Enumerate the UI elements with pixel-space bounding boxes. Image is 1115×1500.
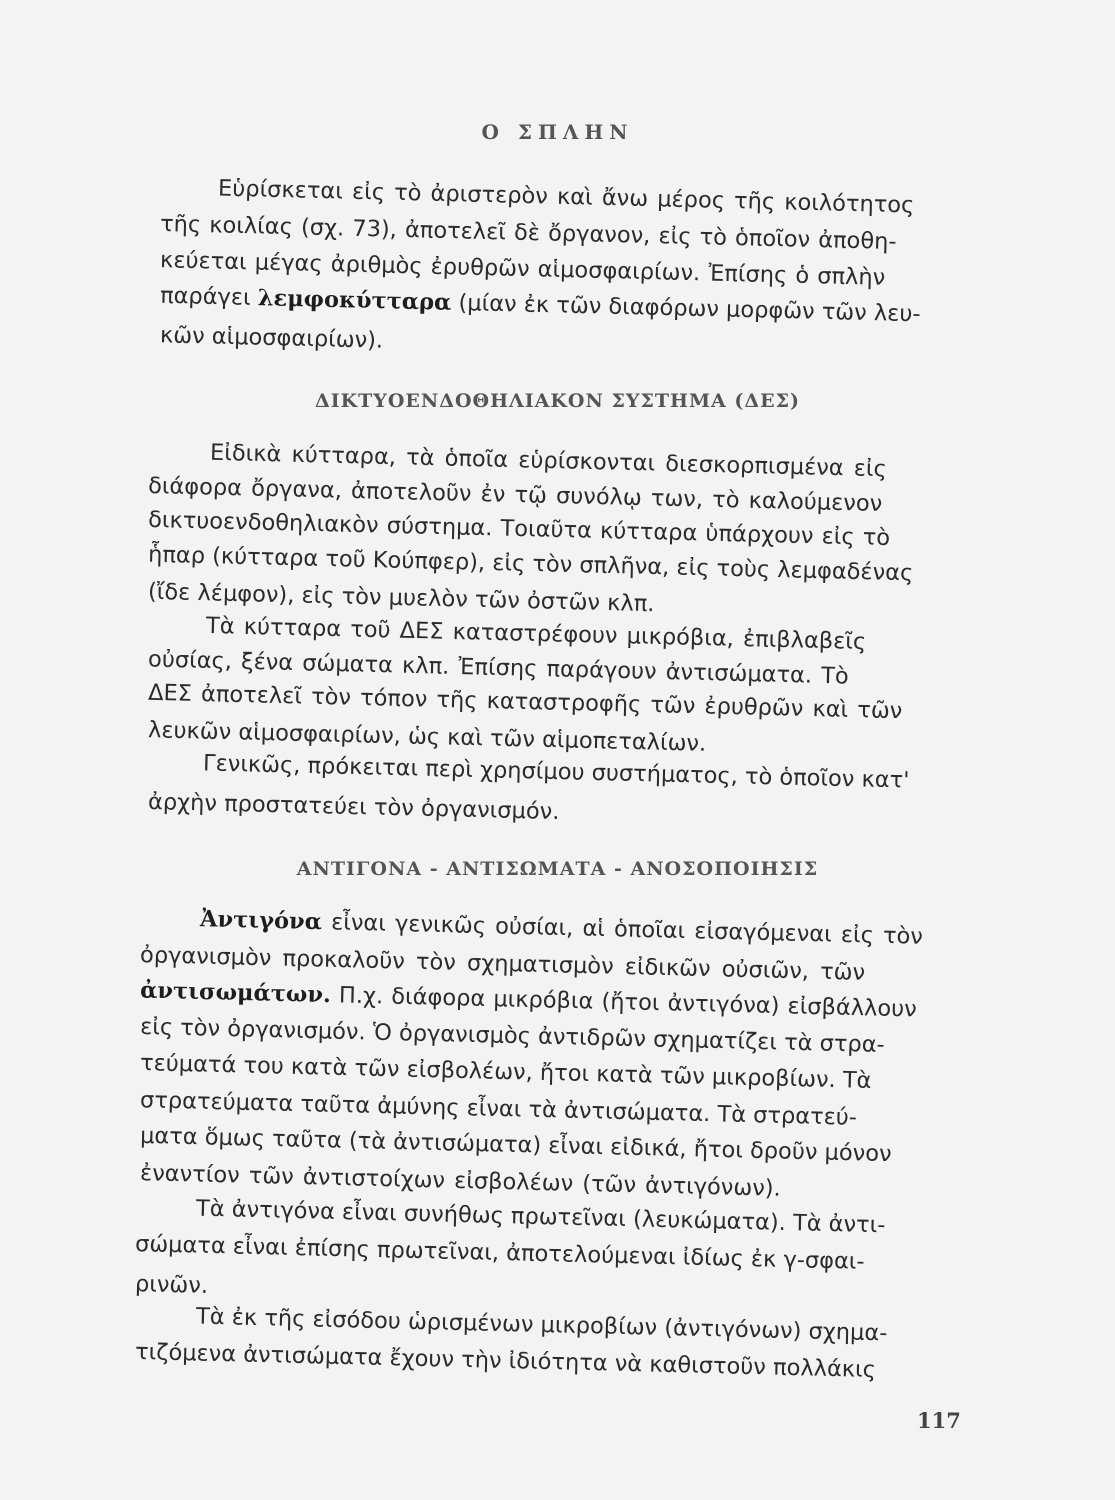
section-heading-spleen: Ο ΣΠΛΗΝ <box>481 120 634 144</box>
text-line: ἐναντίον τῶν ἀντιστοίχων εἰσβολέων (τῶν ἀντιγόνων). <box>139 1160 782 1202</box>
text-line: κεύεται μέγας ἀριθμὸς ἐρυθρῶν αἱμοσφαιρίων. Ἐπίσης ὁ σπλὴν <box>159 247 886 291</box>
page-number: 117 <box>917 1408 961 1433</box>
text-line: ματα ὅμως ταῦτα (τὰ ἀντισώματα) εἶναι εἰδικά, ἤτοι δροῦν μόνον <box>139 1122 892 1168</box>
text-fragment: παράγει <box>159 282 259 312</box>
text-line: δικτυοενδοθηλιακὸν σύστημα. Τοιαῦτα κύτταρα ὑπάρχουν εἰς τὸ <box>147 506 891 552</box>
text-line: λευκῶν αἱμοσφαιρίων, ὡς καὶ τῶν αἱμοπεταλίων. <box>147 717 707 757</box>
text-fragment: εἶναι γενικῶς οὐσίαι, αἱ ὁποῖαι εἰσαγόμεναι εἰς τὸν <box>321 909 924 950</box>
text-line: ἀρχὴν προστατεύει τὸν ὀργανισμόν. <box>147 788 560 826</box>
text-line: τιζόμενα ἀντισώματα ἔχουν τὴν ἰδιότητα νὰ καθιστοῦν πολλάκις <box>134 1338 877 1384</box>
text-fragment: Π.χ. διάφορα μικρόβια (ἤτοι ἀντιγόνα) εἰσβάλλουν <box>330 982 918 1023</box>
text-line: σώματα εἶναι ἐπίσης πρωτεῖναι, ἀποτελούμεναι ἰδίως ἐκ γ-σφαι- <box>134 1231 865 1275</box>
text-line: διάφορα ὄργανα, ἀποτελοῦν ἐν τῷ συνόλῳ των, τὸ καλούμενον <box>147 473 883 517</box>
text-line: Εἰδικὰ κύτταρα, τὰ ὁποῖα εὑρίσκονται διεσκορπισμένα εἰς <box>209 439 888 483</box>
text-line: στρατεύματα ταῦτα ἀμύνης εἶναι τὰ ἀντισώματα. Τὰ στρατεύ- <box>139 1087 858 1131</box>
text-line: ὀργανισμὸν προκαλοῦν τὸν σχηματισμὸν εἰδικῶν οὐσιῶν, τῶν <box>139 942 866 986</box>
text-line: ΔΕΣ ἀποτελεῖ τὸν τόπον τῆς καταστροφῆς τῶν ἐρυθρῶν καὶ τῶν <box>147 679 903 725</box>
bold-term-antibodies: ἀντισωμάτων. <box>139 977 332 1009</box>
text-fragment: (μίαν ἐκ τῶν διαφόρων μορφῶν τῶν λευ- <box>451 289 921 328</box>
text-line: ἧπαρ (κύτταρα τοῦ Κούπφερ), εἰς τὸν σπλῆνα, εἰς τοὺς λεμφαδένας <box>147 541 914 587</box>
text-line: Τὰ ἀντιγόνα εἶναι συνήθως πρωτεῖναι (λευκώματα). Τὰ ἀντι- <box>195 1195 886 1239</box>
text-line: ρινῶν. <box>134 1271 209 1299</box>
text-line: εἰς τὸν ὀργανισμόν. Ὁ ὀργανισμὸς ἀντιδρῶν σχηματίζει τὰ στρα- <box>139 1013 886 1059</box>
text-line: Τὰ ἐκ τῆς εἰσόδου ὡρισμένων μικροβίων (ἀντιγόνων) σχημα- <box>195 1303 888 1347</box>
text-line: οὐσίας, ξένα σώματα κλπ. Ἐπίσης παράγουν ἀντισώματα. Τὸ <box>147 646 850 690</box>
text-line: (ἴδε λέμφον), εἰς τὸν μυελὸν τῶν ὀστῶν κλπ. <box>147 578 655 618</box>
bold-term-lymphocytes: λεμφοκύτταρα <box>257 285 452 316</box>
text-line: Γενικῶς, πρόκειται περὶ χρησίμου συστήματος, τὸ ὁποῖον κατ' <box>202 750 910 794</box>
text-line: κῶν αἱμοσφαιρίων). <box>159 322 384 354</box>
section-heading-antigens: ΑΝΤΙΓΟΝΑ - ΑΝΤΙΣΩΜΑΤΑ - ΑΝΟΣΟΠΟΙΗΣΙΣ <box>296 858 819 880</box>
section-heading-des: ΔΙΚΤΥΟΕΝΔΟΘΗΛΙΑΚΟΝ ΣΥΣΤΗΜΑ (ΔΕΣ) <box>314 390 800 412</box>
bold-term-antigens: Ἀντιγόνα <box>199 906 323 936</box>
text-line: Τὰ κύτταρα τοῦ ΔΕΣ καταστρέφουν μικρόβια, ἐπιβλαβεῖς <box>205 612 867 656</box>
text-line: Εὑρίσκεται εἰς τὸ ἀριστερὸν καὶ ἄνω μέρος τῆς κοιλότητος <box>217 175 915 219</box>
text-line: τεύματά του κατὰ τῶν εἰσβολέων, ἤτοι κατὰ τῶν μικροβίων. Τὰ <box>139 1050 872 1094</box>
text-line: τῆς κοιλίας (σχ. 73), ἀποτελεῖ δὲ ὄργανον, εἰς τὸ ὁποῖον ἀποθη- <box>159 211 897 255</box>
